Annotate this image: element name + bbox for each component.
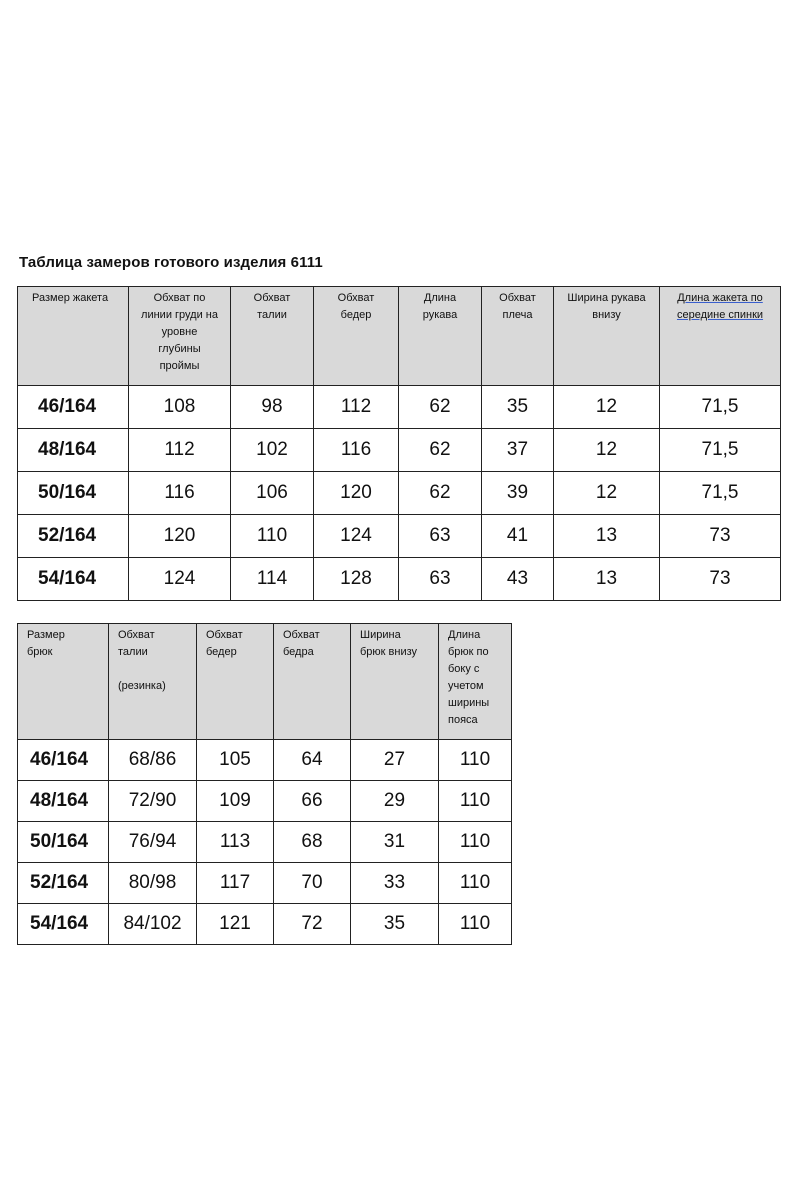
size-cell: 52/164 [18,863,109,904]
size-cell: 52/164 [18,515,129,558]
value-cell: 120 [129,515,231,558]
value-cell: 116 [129,472,231,515]
pants-table-row [18,822,512,863]
jacket-header-cell: Обхват талии [231,287,314,386]
value-cell: 12 [554,472,660,515]
value-cell: 112 [314,386,399,429]
jacket-table-row [18,472,781,515]
value-cell: 63 [399,558,482,601]
jacket-table-row [18,558,781,601]
jacket-header-cell: Длина рукава [399,287,482,386]
value-cell: 71,5 [660,429,781,472]
value-cell: 62 [399,386,482,429]
value-cell: 68/86 [109,740,197,781]
value-cell: 110 [439,904,512,945]
value-cell: 124 [129,558,231,601]
size-cell: 54/164 [18,904,109,945]
value-cell: 12 [554,429,660,472]
value-cell: 110 [439,822,512,863]
pants-header-cell: Ширина брюк внизу [351,624,439,740]
pants-header-cell: Обхват талии (резинка) [109,624,197,740]
pants-header-cell: Длина брюк по боку с учетом ширины пояса [439,624,512,740]
value-cell: 114 [231,558,314,601]
pants-table-row [18,781,512,822]
pants-header-cell: Обхват бедра [274,624,351,740]
value-cell: 13 [554,515,660,558]
jacket-measurements-table [17,286,781,601]
size-cell: 50/164 [18,472,129,515]
size-cell: 48/164 [18,429,129,472]
value-cell: 116 [314,429,399,472]
pants-table-row [18,740,512,781]
jacket-header-row [18,287,781,386]
value-cell: 98 [231,386,314,429]
value-cell: 109 [197,781,274,822]
value-cell: 70 [274,863,351,904]
value-cell: 117 [197,863,274,904]
value-cell: 110 [439,781,512,822]
value-cell: 64 [274,740,351,781]
value-cell: 41 [482,515,554,558]
size-cell: 46/164 [18,386,129,429]
value-cell: 108 [129,386,231,429]
pants-header-row [18,624,512,740]
value-cell: 121 [197,904,274,945]
jacket-table-row [18,515,781,558]
size-cell: 50/164 [18,822,109,863]
value-cell: 35 [482,386,554,429]
size-cell: 48/164 [18,781,109,822]
value-cell: 110 [439,740,512,781]
pants-header-cell: Размер брюк [18,624,109,740]
value-cell: 35 [351,904,439,945]
jacket-header-cell: Обхват плеча [482,287,554,386]
value-cell: 43 [482,558,554,601]
size-cell: 46/164 [18,740,109,781]
page-title: Таблица замеров готового изделия 6111 [19,254,323,271]
value-cell: 105 [197,740,274,781]
pants-table-row [18,904,512,945]
jacket-table-row [18,386,781,429]
value-cell: 80/98 [109,863,197,904]
value-cell: 102 [231,429,314,472]
pants-header-cell: Обхват бедер [197,624,274,740]
value-cell: 76/94 [109,822,197,863]
value-cell: 71,5 [660,386,781,429]
jacket-header-cell: Ширина рукава внизу [554,287,660,386]
jacket-table-row [18,429,781,472]
value-cell: 12 [554,386,660,429]
value-cell: 120 [314,472,399,515]
jacket-header-cell: Размер жакета [18,287,129,386]
value-cell: 68 [274,822,351,863]
value-cell: 27 [351,740,439,781]
jacket-header-cell: Обхват бедер [314,287,399,386]
value-cell: 73 [660,515,781,558]
value-cell: 29 [351,781,439,822]
value-cell: 62 [399,472,482,515]
value-cell: 72/90 [109,781,197,822]
value-cell: 72 [274,904,351,945]
value-cell: 106 [231,472,314,515]
pants-table-row [18,863,512,904]
jacket-header-cell: Обхват по линии груди на уровне глубины проймы [129,287,231,386]
value-cell: 39 [482,472,554,515]
value-cell: 112 [129,429,231,472]
size-cell: 54/164 [18,558,129,601]
value-cell: 66 [274,781,351,822]
value-cell: 124 [314,515,399,558]
value-cell: 37 [482,429,554,472]
value-cell: 13 [554,558,660,601]
value-cell: 71,5 [660,472,781,515]
value-cell: 110 [439,863,512,904]
value-cell: 31 [351,822,439,863]
value-cell: 63 [399,515,482,558]
value-cell: 73 [660,558,781,601]
value-cell: 84/102 [109,904,197,945]
value-cell: 62 [399,429,482,472]
value-cell: 33 [351,863,439,904]
value-cell: 110 [231,515,314,558]
pants-measurements-table [17,623,512,945]
value-cell: 113 [197,822,274,863]
value-cell: 128 [314,558,399,601]
jacket-header-cell: Длина жакета по середине спинки [660,287,781,386]
